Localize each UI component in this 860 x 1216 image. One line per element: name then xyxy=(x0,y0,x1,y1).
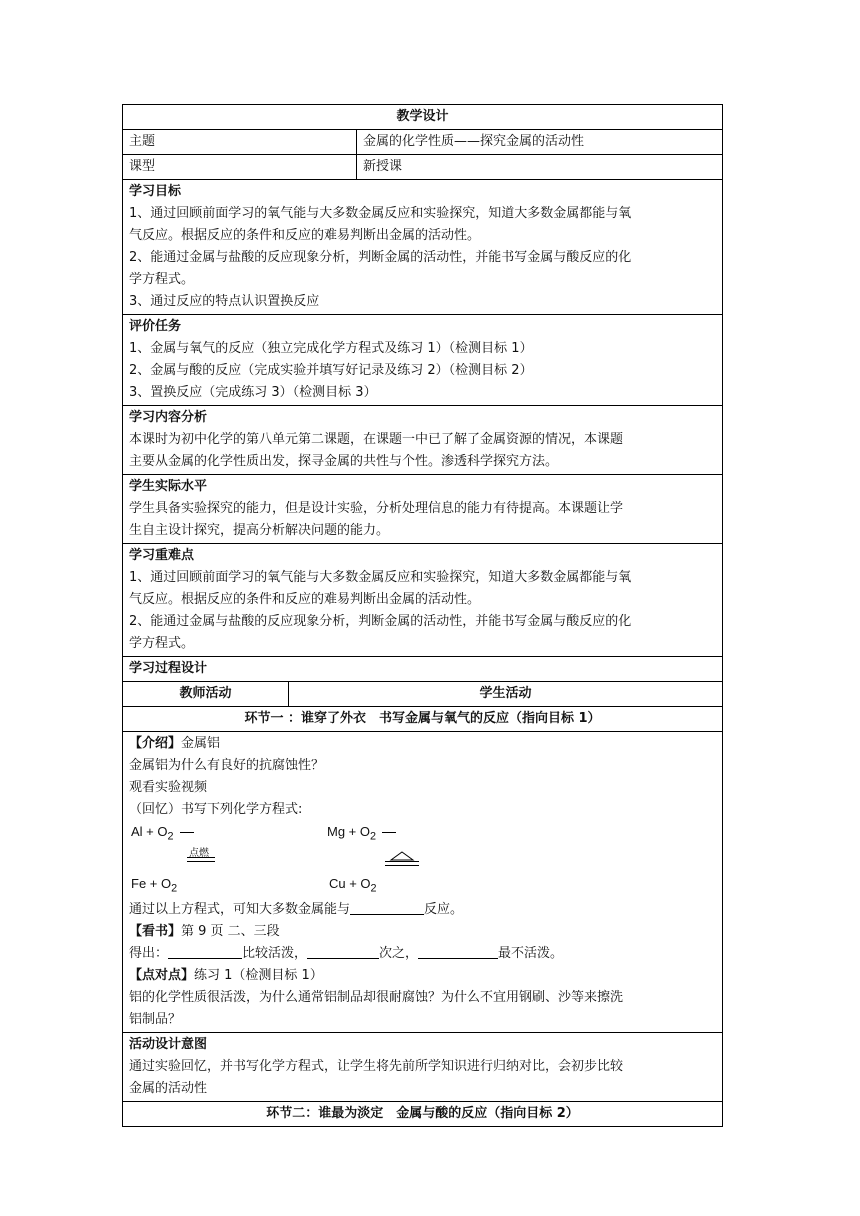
section1-body xyxy=(123,732,723,1033)
equation-block-2 xyxy=(129,873,716,899)
student-level-row xyxy=(123,475,723,544)
goals-cell xyxy=(123,180,723,315)
goals-line: 2、能通过金属与盐酸的反应现象分析，判断金属的活动性，并能书写金属与酸反应的化 xyxy=(129,250,632,265)
content-analysis-line: 主要从金属的化学性质出发，探寻金属的共性与个性。渗透科学探究方法。 xyxy=(129,454,559,469)
intro-text: 金属铝 xyxy=(181,736,221,751)
tasks-line: 1、金属与氧气的反应（独立完成化学方程式及练习 1）（检测目标 1） xyxy=(129,341,533,356)
recall-instruction: （回忆）书写下列化学方程式: xyxy=(129,802,303,817)
result-text-active: 比较活泼， xyxy=(242,946,308,961)
equation-block xyxy=(129,821,716,873)
conclusion-text: 通过以上方程式，可知大多数金属能与 xyxy=(129,902,351,917)
lesson-type-row xyxy=(123,155,723,180)
key-points-cell xyxy=(123,544,723,657)
watch-video-text: 观看实验视频 xyxy=(129,780,208,795)
equation-fe-text: Fe + O xyxy=(131,876,172,891)
lesson-type-label: 课型 xyxy=(123,155,357,180)
design-intent-heading: 活动设计意图 xyxy=(129,1037,208,1052)
content-analysis-cell xyxy=(123,406,723,475)
process-heading-row xyxy=(123,657,723,682)
reaction-dash xyxy=(180,832,194,833)
content-analysis-line: 本课时为初中化学的第八单元第二课题，在课题一中已了解了金属资源的情况，本课题 xyxy=(129,432,624,447)
content-analysis-heading: 学习内容分析 xyxy=(129,410,208,425)
subscript: 2 xyxy=(167,830,174,843)
subscript: 2 xyxy=(370,882,377,895)
key-points-heading: 学习重难点 xyxy=(129,548,195,563)
student-level-line: 生自主设计探究，提高分析解决问题的能力。 xyxy=(129,523,390,538)
subscript: 2 xyxy=(370,830,377,843)
conclusion-end-text: 反应。 xyxy=(424,902,464,917)
point-text: 练习 1（检测目标 1） xyxy=(194,968,323,983)
design-intent-line: 金属的活动性 xyxy=(129,1081,208,1096)
exercise-question-line: 铝的化学性质很活泼，为什么通常铝制品却很耐腐蚀？为什么不宜用钢刷、沙等来擦洗 xyxy=(129,990,624,1005)
result-text-next: 次之， xyxy=(379,946,419,961)
ignite-condition: 点燃 xyxy=(189,848,209,859)
section1-title-row xyxy=(123,707,723,732)
goals-line: 气反应。根据反应的条件和反应的难易判断出金属的活动性。 xyxy=(129,228,481,243)
student-level-heading: 学生实际水平 xyxy=(129,479,208,494)
reaction-dash xyxy=(382,832,396,833)
section1-title: 环节一 ：谁穿了外衣 书写金属与氧气的反应（指向目标 1） xyxy=(123,707,723,732)
equation-al-text: Al + O xyxy=(131,824,168,839)
lesson-type-value: 新授课 xyxy=(357,155,723,180)
point-tag: 【点对点】 xyxy=(129,968,195,983)
fill-blank[interactable] xyxy=(168,944,242,959)
result-line xyxy=(129,943,716,965)
fill-blank[interactable] xyxy=(350,900,424,915)
activity-header-row xyxy=(123,682,723,707)
read-book-line xyxy=(129,921,716,943)
topic-label: 主题 xyxy=(123,130,357,155)
section2-title: 环节二：谁最为淡定 金属与酸的反应（指向目标 2） xyxy=(123,1102,723,1127)
equation-mg-text: Mg + O xyxy=(327,824,370,839)
tasks-line: 3、置换反应（完成练习 3）（检测目标 3） xyxy=(129,385,377,400)
tasks-heading: 评价任务 xyxy=(129,319,182,334)
goals-line: 1、通过回顾前面学习的氧气能与大多数金属反应和实验探究，知道大多数金属都能与氧 xyxy=(129,206,632,221)
equation-cu-text: Cu + O xyxy=(329,876,371,891)
process-heading: 学习过程设计 xyxy=(123,657,723,682)
read-book-text: 第 9 页 二、三段 xyxy=(181,924,280,939)
heat-triangle-icon xyxy=(389,851,415,861)
design-intent-row xyxy=(123,1033,723,1102)
fill-blank[interactable] xyxy=(307,944,379,959)
content-analysis-row xyxy=(123,406,723,475)
question-aluminum: 金属铝为什么有良好的抗腐蚀性？ xyxy=(129,758,325,773)
equation-al xyxy=(131,821,194,848)
lesson-plan-document xyxy=(122,104,722,1127)
topic-value: 金属的化学性质——探究金属的活动性 xyxy=(357,130,723,155)
topic-row xyxy=(123,130,723,155)
exercise-question-line: 铝制品？ xyxy=(129,1012,182,1027)
title-row xyxy=(123,105,723,130)
reaction-double-line xyxy=(385,861,419,866)
design-intent-cell xyxy=(123,1033,723,1102)
intro-tag: 【介绍】 xyxy=(129,736,182,751)
student-level-cell xyxy=(123,475,723,544)
lesson-plan-table xyxy=(122,104,723,1127)
tasks-row xyxy=(123,315,723,406)
goals-line: 3、通过反应的特点认识置换反应 xyxy=(129,294,320,309)
point-line xyxy=(129,965,716,987)
goals-heading: 学习目标 xyxy=(129,184,182,199)
equation-mg xyxy=(327,821,396,848)
student-level-line: 学生具备实验探究的能力，但是设计实验，分析处理信息的能力有待提高。本课题让学 xyxy=(129,501,624,516)
section2-title-row xyxy=(123,1102,723,1127)
key-points-row xyxy=(123,544,723,657)
result-text-least: 最不活泼。 xyxy=(498,946,564,961)
equation-fe xyxy=(131,873,177,900)
key-points-line: 1、通过回顾前面学习的氧气能与大多数金属反应和实验探究，知道大多数金属都能与氧 xyxy=(129,570,632,585)
result-prefix: 得出： xyxy=(129,946,169,961)
tasks-cell xyxy=(123,315,723,406)
subscript: 2 xyxy=(171,882,178,895)
goals-row xyxy=(123,180,723,315)
key-points-line: 学方程式。 xyxy=(129,636,195,651)
equation-cu xyxy=(329,873,377,900)
read-book-tag: 【看书】 xyxy=(129,924,182,939)
document-title: 教学设计 xyxy=(123,105,723,130)
intro-line xyxy=(129,733,716,755)
goals-line: 学方程式。 xyxy=(129,272,195,287)
fill-blank[interactable] xyxy=(418,944,498,959)
key-points-line: 气反应。根据反应的条件和反应的难易判断出金属的活动性。 xyxy=(129,592,481,607)
student-activity-header: 学生活动 xyxy=(289,682,723,707)
teacher-activity-header: 教师活动 xyxy=(123,682,289,707)
reaction-double-line xyxy=(187,857,215,862)
tasks-line: 2、金属与酸的反应（完成实验并填写好记录及练习 2）（检测目标 2） xyxy=(129,363,533,378)
section1-body-row xyxy=(123,732,723,1033)
conclusion-line xyxy=(129,899,716,921)
design-intent-line: 通过实验回忆，并书写化学方程式，让学生将先前所学知识进行归纳对比，会初步比较 xyxy=(129,1059,624,1074)
key-points-line: 2、能通过金属与盐酸的反应现象分析，判断金属的活动性，并能书写金属与酸反应的化 xyxy=(129,614,632,629)
